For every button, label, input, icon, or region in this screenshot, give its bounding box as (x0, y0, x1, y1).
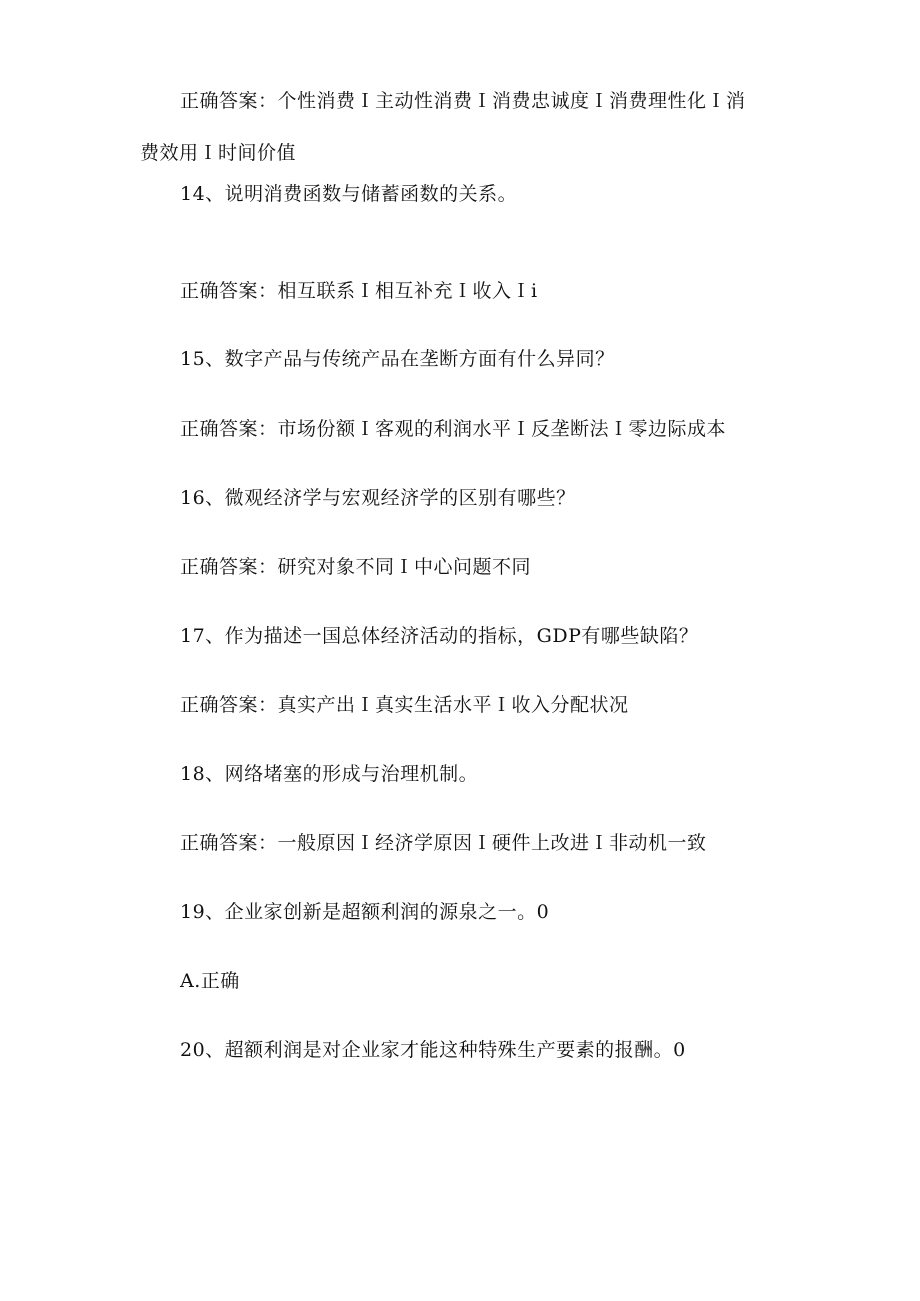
answer-17: 正确答案：真实产出Ｉ真实生活水平Ｉ收入分配状况 (180, 694, 629, 716)
answer-18: 正确答案：一般原因Ｉ经济学原因Ｉ硬件上改进Ｉ非动机一致 (180, 832, 707, 854)
option-19-a: A.正确 (180, 970, 240, 992)
question-14: 14、说明消费函数与储蓄函数的关系。 (180, 183, 518, 205)
question-18: 18、网络堵塞的形成与治理机制。 (180, 763, 479, 785)
answer-13-line-1: 正确答案：个性消费Ｉ主动性消费Ｉ消费忠诚度Ｉ消费理性化Ｉ消 (180, 90, 746, 112)
question-20: 20、超额利润是对企业家才能这种特殊生产要素的报酬。0 (180, 1039, 686, 1061)
question-19: 19、企业家创新是超额利润的源泉之一。0 (180, 901, 550, 923)
answer-14: 正确答案：相互联系Ｉ相互补充Ｉ收入Ｉi (180, 280, 538, 302)
question-16: 16、微观经济学与宏观经济学的区别有哪些？ (180, 487, 576, 509)
answer-15: 正确答案：市场份额Ｉ客观的利润水平Ｉ反垄断法Ｉ零边际成本 (180, 418, 727, 440)
question-15: 15、数字产品与传统产品在垄断方面有什么异同？ (180, 348, 615, 370)
answer-16: 正确答案：研究对象不同Ｉ中心问题不同 (180, 556, 532, 578)
question-17: 17、作为描述一国总体经济活动的指标，GDP有哪些缺陷？ (180, 625, 699, 647)
answer-13-line-2: 费效用Ｉ时间价值 (140, 142, 297, 164)
